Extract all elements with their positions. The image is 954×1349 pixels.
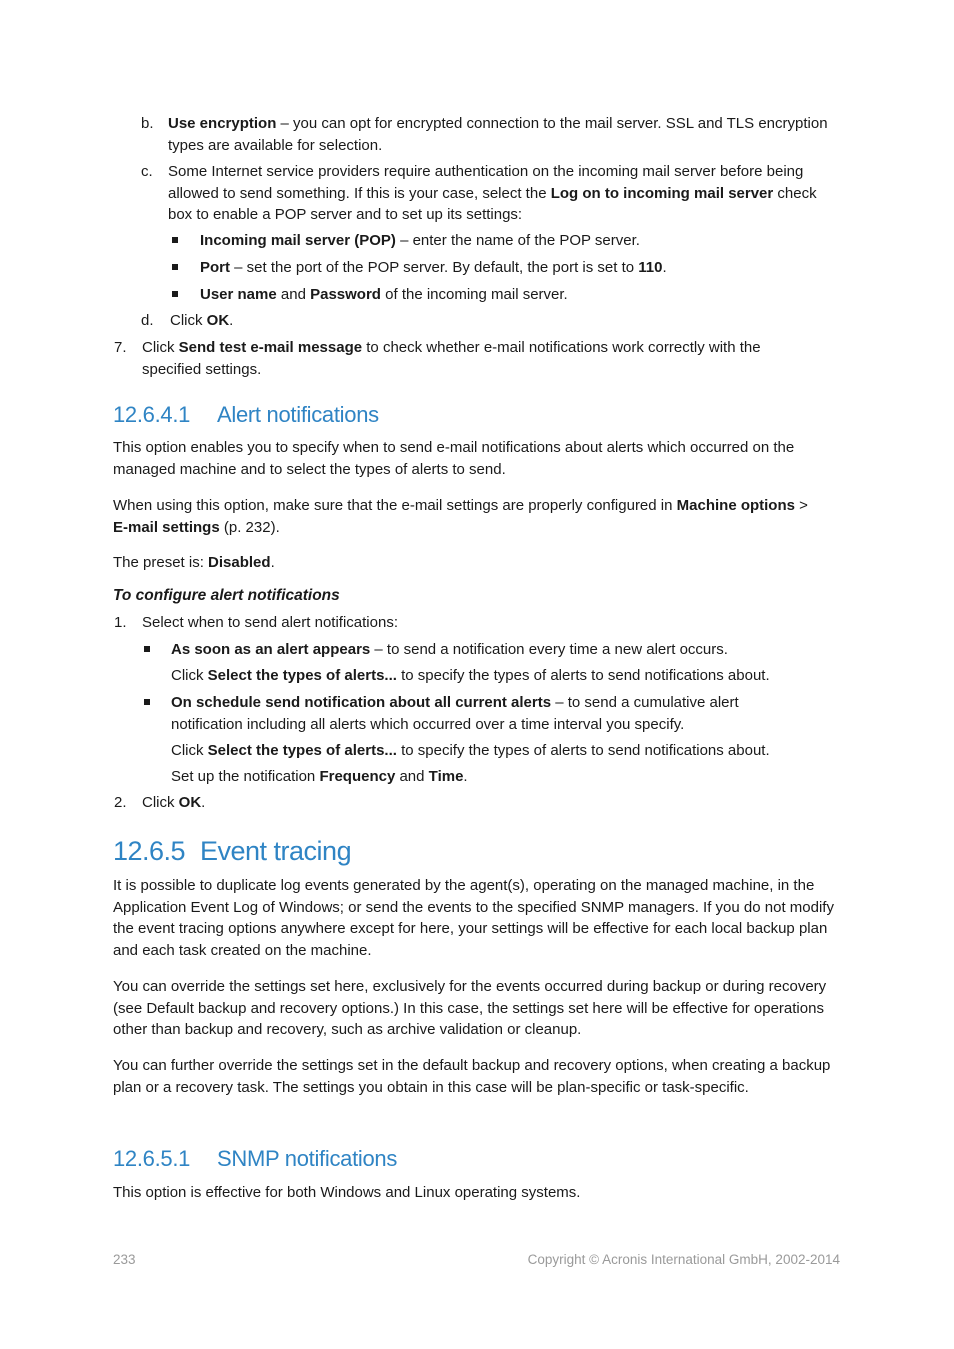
step-7-text-end: to check whether e-mail notifications work correctly with the specified settings. bbox=[142, 339, 761, 378]
option-sub-text: Set up the notification bbox=[171, 768, 320, 785]
option-sub-end: to specify the types of alerts to send notifications about. bbox=[396, 742, 770, 759]
list-marker-b: b. bbox=[141, 115, 154, 132]
bullet-port-end: . bbox=[662, 259, 667, 276]
paragraph: This option is effective for both Windows and Linux operating systems. bbox=[113, 1184, 581, 1201]
step-2 bbox=[142, 792, 742, 814]
term-time: Time bbox=[428, 768, 464, 785]
term-select-types: Select the types of alerts... bbox=[207, 742, 397, 759]
page-reference: (p. 232). bbox=[219, 518, 280, 536]
heading-title: Event tracing bbox=[200, 836, 352, 866]
heading-title: SNMP notifications bbox=[217, 1146, 398, 1171]
term-select-types: Select the types of alerts... bbox=[207, 667, 397, 684]
bullet-port-text: – set the port of the POP server. By default, the port is set to bbox=[230, 259, 639, 276]
bullet-port bbox=[200, 257, 840, 279]
paragraph-preset bbox=[113, 552, 813, 574]
step-2-end: . bbox=[201, 794, 206, 811]
bullet-pop-server bbox=[200, 230, 840, 252]
term-pop: Incoming mail server (POP) bbox=[200, 232, 396, 249]
list-item-c-text-end: check box to enable a POP server and to set up its settings: bbox=[168, 184, 817, 223]
paragraph-end: . bbox=[270, 554, 275, 571]
step-2-text: Click bbox=[142, 794, 179, 811]
bullet-pop-text: – enter the name of the POP server. bbox=[395, 232, 640, 249]
option-and: and bbox=[395, 768, 429, 785]
list-marker-d: d. bbox=[141, 312, 154, 329]
list-item-d-end: . bbox=[229, 312, 234, 329]
list-item-c bbox=[168, 161, 833, 226]
term-on-schedule: On schedule send notification about all current alerts bbox=[171, 694, 552, 711]
heading-alert-notifications bbox=[113, 401, 379, 429]
step-7-text: Click bbox=[142, 339, 179, 356]
bullet-square-icon bbox=[172, 291, 178, 297]
copyright-notice: Copyright © Acronis International GmbH, 2002-2014 bbox=[527, 1252, 840, 1267]
heading-title: Alert notifications bbox=[217, 402, 379, 427]
heading-number: 12.6.4.1 bbox=[113, 402, 191, 427]
paragraph-text: When using this option, make sure that the e-mail settings are properly configured in bbox=[113, 497, 677, 514]
option-on-schedule-sub bbox=[171, 740, 841, 762]
option-as-soon bbox=[171, 639, 841, 661]
term-port: Port bbox=[200, 259, 230, 276]
list-item-c-text: Some Internet service providers require authentication on the incoming mail server before being allowed to send something. If this is your case, select the bbox=[168, 163, 804, 202]
paragraph bbox=[113, 495, 813, 538]
option-sub-end: to specify the types of alerts to send notifications about. bbox=[396, 667, 770, 684]
term-disabled: Disabled bbox=[208, 554, 271, 571]
term-as-soon: As soon as an alert appears bbox=[171, 641, 371, 658]
bullet-credentials-end: of the incoming mail server. bbox=[380, 286, 568, 303]
term-machine-options: Machine options bbox=[676, 497, 795, 514]
option-on-schedule bbox=[171, 692, 801, 735]
option-sub-text: Click bbox=[171, 667, 208, 684]
term-email-settings: E-mail settings bbox=[113, 518, 220, 536]
paragraph: You can further override the settings set in the default backup and recovery options, when creating a backup plan or a recovery task. The settings you obtain in this case will be plan-specific or task-specific. bbox=[113, 1057, 831, 1096]
bullet-square-icon bbox=[144, 646, 150, 652]
paragraph: It is possible to duplicate log events generated by the agent(s), operating on the managed machine, in the Application Event Log of Windows; or send the events to the specified SNMP managers. If you do not modify the event tracing options anywhere except for here, your settings will be effective for each local backup plan and each task created on the machine. bbox=[113, 877, 834, 959]
separator: > bbox=[794, 497, 808, 514]
term-password: Password bbox=[310, 286, 381, 303]
list-item-d bbox=[170, 310, 770, 332]
term-ok: OK bbox=[206, 312, 230, 329]
procedure-title: To configure alert notifications bbox=[113, 587, 340, 604]
option-as-soon-sub bbox=[171, 665, 841, 687]
page-number: 233 bbox=[113, 1252, 136, 1267]
step-marker-1: 1. bbox=[114, 614, 127, 631]
paragraph: You can override the settings set here, exclusively for the events occurred during backup or during recovery (see Default backup and recovery options.) In this case, the settings set here will be effective for operations other than backup and recovery, such as archive validation or cleanup. bbox=[113, 978, 827, 1038]
term-use-encryption: Use encryption bbox=[168, 115, 277, 132]
paragraph: This option enables you to specify when to send e-mail notifications about alerts which occurred on the managed machine and to select the types of alerts to send. bbox=[113, 439, 795, 478]
option-sub-end: . bbox=[463, 768, 468, 785]
step-marker-2: 2. bbox=[114, 794, 127, 811]
bullet-square-icon bbox=[172, 237, 178, 243]
term-port-value: 110 bbox=[638, 259, 663, 276]
heading-event-tracing bbox=[113, 835, 351, 867]
term-send-test: Send test e-mail message bbox=[178, 339, 363, 356]
bullet-square-icon bbox=[144, 699, 150, 705]
heading-number: 12.6.5.1 bbox=[113, 1146, 191, 1171]
option-sub-text: Click bbox=[171, 742, 208, 759]
list-item-b bbox=[168, 113, 828, 156]
list-item-d-text: Click bbox=[170, 312, 207, 329]
bullet-square-icon bbox=[172, 264, 178, 270]
term-user-name: User name bbox=[200, 286, 277, 303]
term-log-on: Log on to incoming mail server bbox=[550, 184, 774, 202]
option-text: – to send a cumulative alert notification including all alerts which occurred over a time interval you specify. bbox=[171, 694, 739, 733]
step-1: Select when to send alert notifications: bbox=[142, 614, 398, 631]
bullet-credentials bbox=[200, 284, 840, 306]
term-ok: OK bbox=[178, 794, 202, 811]
paragraph-text: The preset is: bbox=[113, 554, 209, 571]
option-frequency bbox=[171, 766, 841, 788]
list-item-b-text: – you can opt for encrypted connection to the mail server. SSL and TLS encryption types are available for selection. bbox=[168, 115, 828, 154]
term-frequency: Frequency bbox=[319, 768, 396, 785]
option-text: – to send a notification every time a new alert occurs. bbox=[370, 641, 728, 658]
heading-number: 12.6.5 bbox=[113, 836, 186, 866]
bullet-credentials-and: and bbox=[276, 286, 311, 303]
step-7 bbox=[142, 337, 822, 380]
list-marker-c: c. bbox=[141, 163, 153, 180]
heading-snmp-notifications bbox=[113, 1145, 397, 1173]
step-marker-7: 7. bbox=[114, 339, 127, 356]
